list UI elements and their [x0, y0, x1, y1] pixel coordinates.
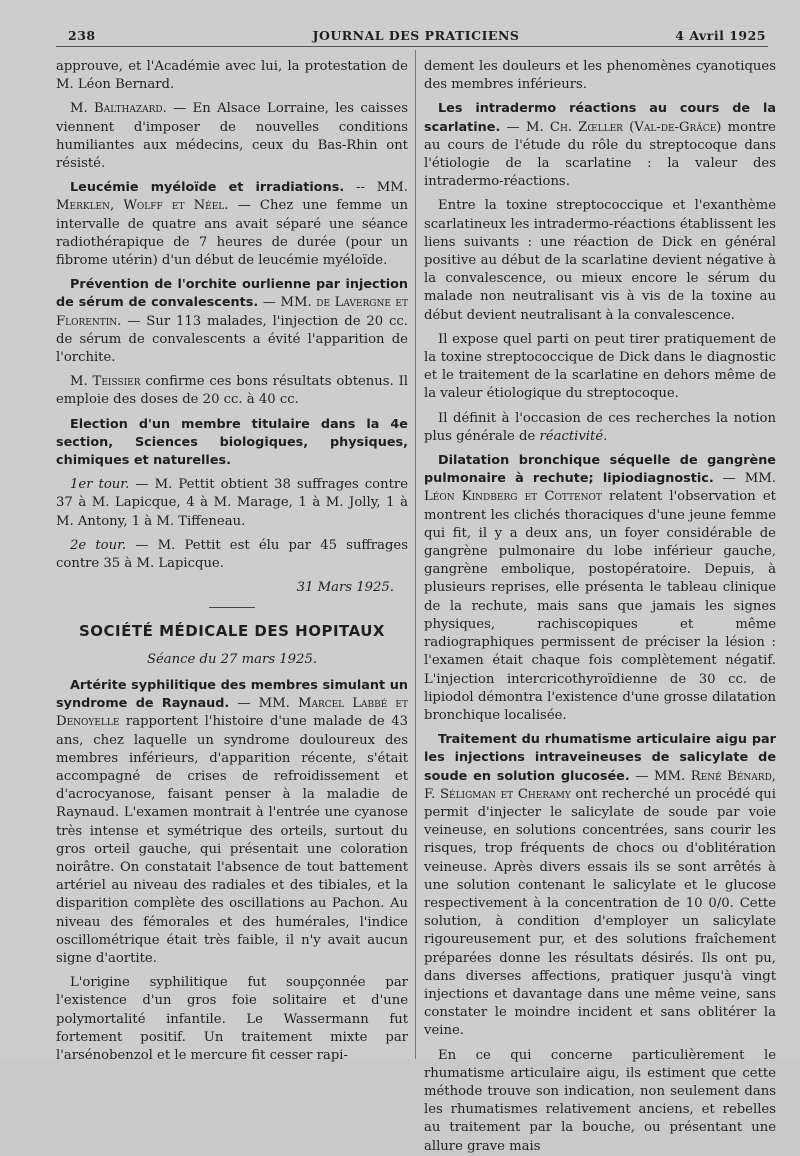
round-text: — M. Pettit obtient 38 suffrages contre 37 à M. Lapicque, 4 à M. Marage, 1 à M. Jolly, 1 à M. Antony, 1 à M. Tiffeneau.	[56, 477, 409, 529]
paragraph-text: confirme ces bons résultats obtenus. Il emploie des doses de 20 cc. à 40 cc.	[56, 374, 409, 408]
article-text: rapportent l'histoire d'une malade de 43 ans, chez laquelle un syndrome douloureux des membres inférieurs, d'apparition récente, s'était accompagné de crises de refroidissement et d'acrocyanose, faisant penser à la maladie de Raynaud. L'examen montrait à l'entrée une cyanose très intense et symétrique des orteils, surtout du gros orteil gauche, qui présentait une coloration noirâtre. On constatait l'absence de tout battement artériel au niveau des radiales et des tibiales, et la disparition complète des oscillations au Pachon. Au niveau des fémorales et des humérales, l'indice oscillométrique était très faible, il n'y avait aucun signe d'aortite.	[56, 714, 408, 966]
section-heading: SOCIÉTÉ MÉDICALE DES HOPITAUX	[78, 622, 385, 641]
article-text: — Sur 113 malades, l'injection de 20 cc. de sérum de convalescents a évité l'apparition de l'orchite.	[56, 313, 408, 366]
seance-date: Séance du 27 mars 1925.	[146, 651, 318, 667]
header-rule	[56, 46, 768, 47]
paragraph: Il expose quel parti on peut tirer pratiquement de la toxine streptococcique de Dick dans le diagnostic et le traitement de la scarlatine en dehors même de la valeur étiologique du streptocoque.	[424, 331, 776, 402]
author-name: M. Balthazard.	[70, 101, 167, 117]
author-names: — MM. Marcel Labbé et Denoyelle	[56, 696, 408, 730]
vote-round-1	[56, 476, 408, 531]
article-arterite	[56, 677, 408, 968]
article-title: Traitement du rhumatisme articulaire aigu par les injections intraveineuses de salicylate de soude en solution glucosée.	[424, 732, 776, 784]
article-scarlatine	[424, 100, 776, 191]
article-title: Leucémie myéloïde et irradiations.	[70, 180, 345, 196]
article-text: ont recherché un procédé qui permit d'injecter le salicylate de soude par voie veineuse, en solutions concentrées, sans courir les risques, trop fréquents de chocs ou d'oblitération veineuse. Après divers essais ils se sont arrêtés à une solution contenant le salicylate et le glucose respectivement à la concentration de 10 0/0. Cette solution, à condition d'employer un salicylate rigoureusement pur, et des solutions fraîchement préparées donne les résultats désirés. Ils ont pu, dans diverses affections, pratiquer jusqu'à vingt injections et davantage dans une même veine, sans constater le moindre incident et sans oblitérer la veine.	[424, 786, 776, 1039]
left-column	[56, 58, 409, 1063]
emphasis: réactivité	[539, 428, 604, 444]
paragraph: L'origine syphilitique fut soupçonnée par l'existence d'un gros foie solitaire et d'une polymortalité infantile. Le Wassermann fut fortement positif. Un traitement mixte par l'arsénobenzol et le mercure fit cesser rapi-	[56, 975, 408, 1063]
article-title: Dilatation bronchique séquelle de gangrène pulmonaire à rechute; lipiodiagnostic.	[424, 453, 776, 487]
author-names: — MM. de Lavergne et Florentin.	[56, 295, 408, 329]
article-title: Les intradermo réactions au cours de la scarlatine.	[424, 101, 776, 135]
article-text: — Chez une femme un intervalle de quatre ans avait séparé une séance radiothérapique de 7 heures de durée (pour un fibrome utérin) d'un début de leucémie myéloïde.	[56, 198, 408, 269]
journal-title: JOURNAL DES PRATICIENS	[312, 28, 520, 43]
author-names: — MM. Léon Kindberg et Cottenot	[424, 471, 776, 505]
author-names: — MM. René Bénard, F. Séligman et Cheramy	[424, 768, 776, 802]
article-text: relatent l'observation et montrent les clichés thoraciques d'une jeune femme qui fit, il y a deux ans, un foyer considérable de gangrène pulmonaire du lobe inférieur gauche, gangrène embolique, postopératoire. Depuis, à plusieurs reprises, elle présenta le tableau clinique de la rechute, mais sans que jamais les signes physiques, rachiscopiques et même radiographiques permissent de préciser la lésion : l'examen était chaque fois complètement négatif. L'injection intercricothyroïdienne de 30 cc. de lipiodol démontra l'existence d'une grosse dilatation bronchique localisée.	[424, 489, 776, 723]
paragraph	[424, 410, 776, 446]
paragraph: En ce qui concerne particulièrement le rhumatisme articulaire aigu, ils estiment que cette méthode trouve son indication, non seulement dans les rhumatismes relativement anciens, et rebelles au traitement par la bouche, ou présentant une allure grave mais	[424, 1047, 776, 1154]
article-rhumatisme	[424, 731, 776, 1040]
round-text: — M. Pettit est élu par 45 suffrages contre 35 à M. Lapicque.	[56, 537, 408, 572]
paragraph-text: — En Alsace Lorraine, les caisses viennent d'imposer de nouvelles conditions humiliantes aux médecins, ceux du Bas-Rhin ont résisté.	[56, 101, 409, 172]
article-orchite	[56, 276, 408, 367]
paragraph	[56, 100, 408, 173]
paragraph-text: .	[603, 428, 608, 444]
vote-round-2	[56, 537, 408, 573]
column-divider	[415, 50, 416, 1059]
signature-date: 31 Mars 1925.	[296, 580, 394, 596]
paragraph	[56, 373, 408, 409]
author-names: -- MM. Merklen, Wolff et Néel.	[56, 180, 408, 214]
article-dilatation	[424, 452, 776, 725]
round-label: 2e tour.	[70, 537, 127, 553]
issue-date: 4 Avril 1925	[675, 28, 766, 43]
paragraph-text: Il définit à l'occasion de ces recherches la notion plus générale de	[424, 410, 776, 444]
round-label: 1er tour.	[70, 477, 130, 493]
article-title: Election d'un membre titulaire dans la 4e section, Sciences biologiques, physiques, chimiques et naturelles.	[56, 416, 408, 469]
paragraph: approuve, et l'Académie avec lui, la protestation de M. Léon Bernard.	[56, 59, 408, 93]
page-number: 238	[68, 28, 96, 43]
right-column	[424, 58, 776, 1154]
paragraph: dement les douleurs et les phenomènes cyanotiques des membres inférieurs.	[424, 59, 776, 93]
article-title: Artérite syphilitique des membres simulant un syndrome de Raynaud.	[56, 677, 408, 712]
article-leucemie	[56, 179, 408, 270]
paragraph: Entre la toxine streptococcique et l'exanthème scarlatineux les intradermo-réactions établissent les liens suivants : une réaction de Dick en général positive au début de la scarlatine devient négative à la convalescence, ou mieux encore le sérum du malade non neutralisant vis à vis de la toxine au début devient neutralisant à la convalescence.	[424, 198, 776, 323]
page-header	[66, 24, 766, 44]
article-text: montre au cours de l'étude du rôle du streptocoque dans l'étiologie de la scarlatine : la valeur des intradermo-réactions.	[424, 119, 776, 190]
separator-rule	[209, 607, 255, 608]
author-name: M. Teissier	[70, 374, 141, 390]
article-title: Prévention de l'orchite ourlienne par injection de sérum de convalescents.	[56, 277, 408, 311]
article-election	[56, 416, 408, 471]
author-names: — M. Ch. Zœller (Val-de-Grâce)	[500, 119, 722, 135]
